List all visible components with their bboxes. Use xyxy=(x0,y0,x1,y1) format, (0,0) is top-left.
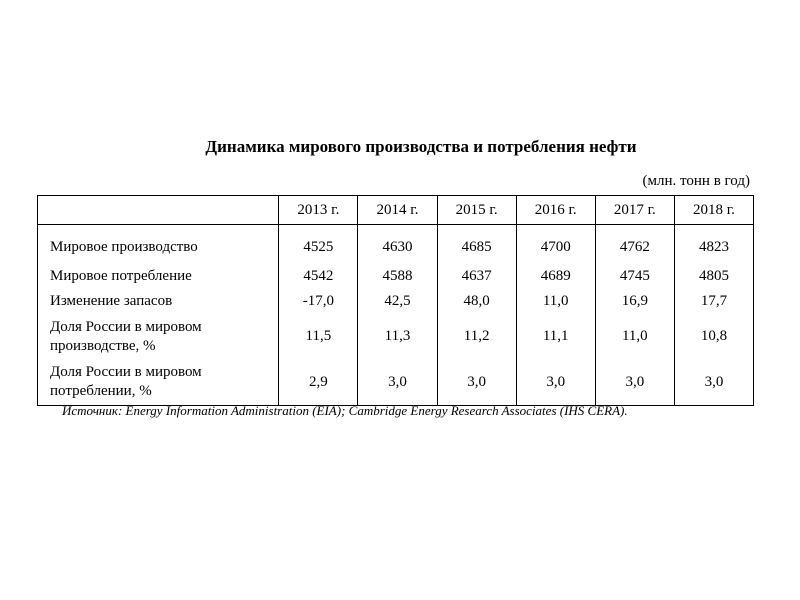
row-label: Мировое потребление xyxy=(38,264,279,289)
table-cell: -17,0 xyxy=(279,289,358,314)
year-header: 2014 г. xyxy=(358,196,437,225)
table-cell: 4762 xyxy=(595,225,674,265)
table-cell: 4588 xyxy=(358,264,437,289)
table-cell: 4745 xyxy=(595,264,674,289)
source-note: Источник: Energy Information Administration (EIA); Cambridge Energy Research Associates (IHS CERA). xyxy=(62,403,628,418)
year-header: 2017 г. xyxy=(595,196,674,225)
table-row xyxy=(38,264,754,289)
table-cell: 11,1 xyxy=(516,314,595,359)
table-cell: 11,0 xyxy=(595,314,674,359)
table-cell: 11,2 xyxy=(437,314,516,359)
row-label: Изменение запасов xyxy=(38,289,279,314)
table-cell: 3,0 xyxy=(437,359,516,406)
table-row xyxy=(38,359,754,406)
table-cell: 16,9 xyxy=(595,289,674,314)
table-cell: 3,0 xyxy=(674,359,753,406)
table-cell: 3,0 xyxy=(595,359,674,406)
year-header: 2016 г. xyxy=(516,196,595,225)
header-empty-cell xyxy=(38,196,279,225)
table-cell: 4689 xyxy=(516,264,595,289)
table-cell: 10,8 xyxy=(674,314,753,359)
table-row xyxy=(38,225,754,265)
table-cell: 11,0 xyxy=(516,289,595,314)
row-label: Доля России в мировом потреблении, % xyxy=(38,359,279,406)
table-cell: 4637 xyxy=(437,264,516,289)
row-label: Доля России в мировом производстве, % xyxy=(38,314,279,359)
table-cell: 48,0 xyxy=(437,289,516,314)
year-header: 2015 г. xyxy=(437,196,516,225)
table-cell: 4525 xyxy=(279,225,358,265)
header-row xyxy=(38,196,754,225)
table-cell: 11,5 xyxy=(279,314,358,359)
table-cell: 4823 xyxy=(674,225,753,265)
table-cell: 3,0 xyxy=(358,359,437,406)
table-cell: 11,3 xyxy=(358,314,437,359)
row-label: Мировое производство xyxy=(38,225,279,265)
table-row xyxy=(38,289,754,314)
table-cell: 4700 xyxy=(516,225,595,265)
table-cell: 4805 xyxy=(674,264,753,289)
units-label: (млн. тонн в год) xyxy=(642,173,750,189)
table-cell: 4685 xyxy=(437,225,516,265)
table-row xyxy=(38,314,754,359)
page-title: Динамика мирового производства и потребления нефти xyxy=(205,137,637,156)
year-header: 2018 г. xyxy=(674,196,753,225)
table-cell: 17,7 xyxy=(674,289,753,314)
year-header: 2013 г. xyxy=(279,196,358,225)
table-cell: 2,9 xyxy=(279,359,358,406)
table-cell: 42,5 xyxy=(358,289,437,314)
table-cell: 4542 xyxy=(279,264,358,289)
table-cell: 3,0 xyxy=(516,359,595,406)
oil-data-table xyxy=(37,195,754,406)
table-cell: 4630 xyxy=(358,225,437,265)
